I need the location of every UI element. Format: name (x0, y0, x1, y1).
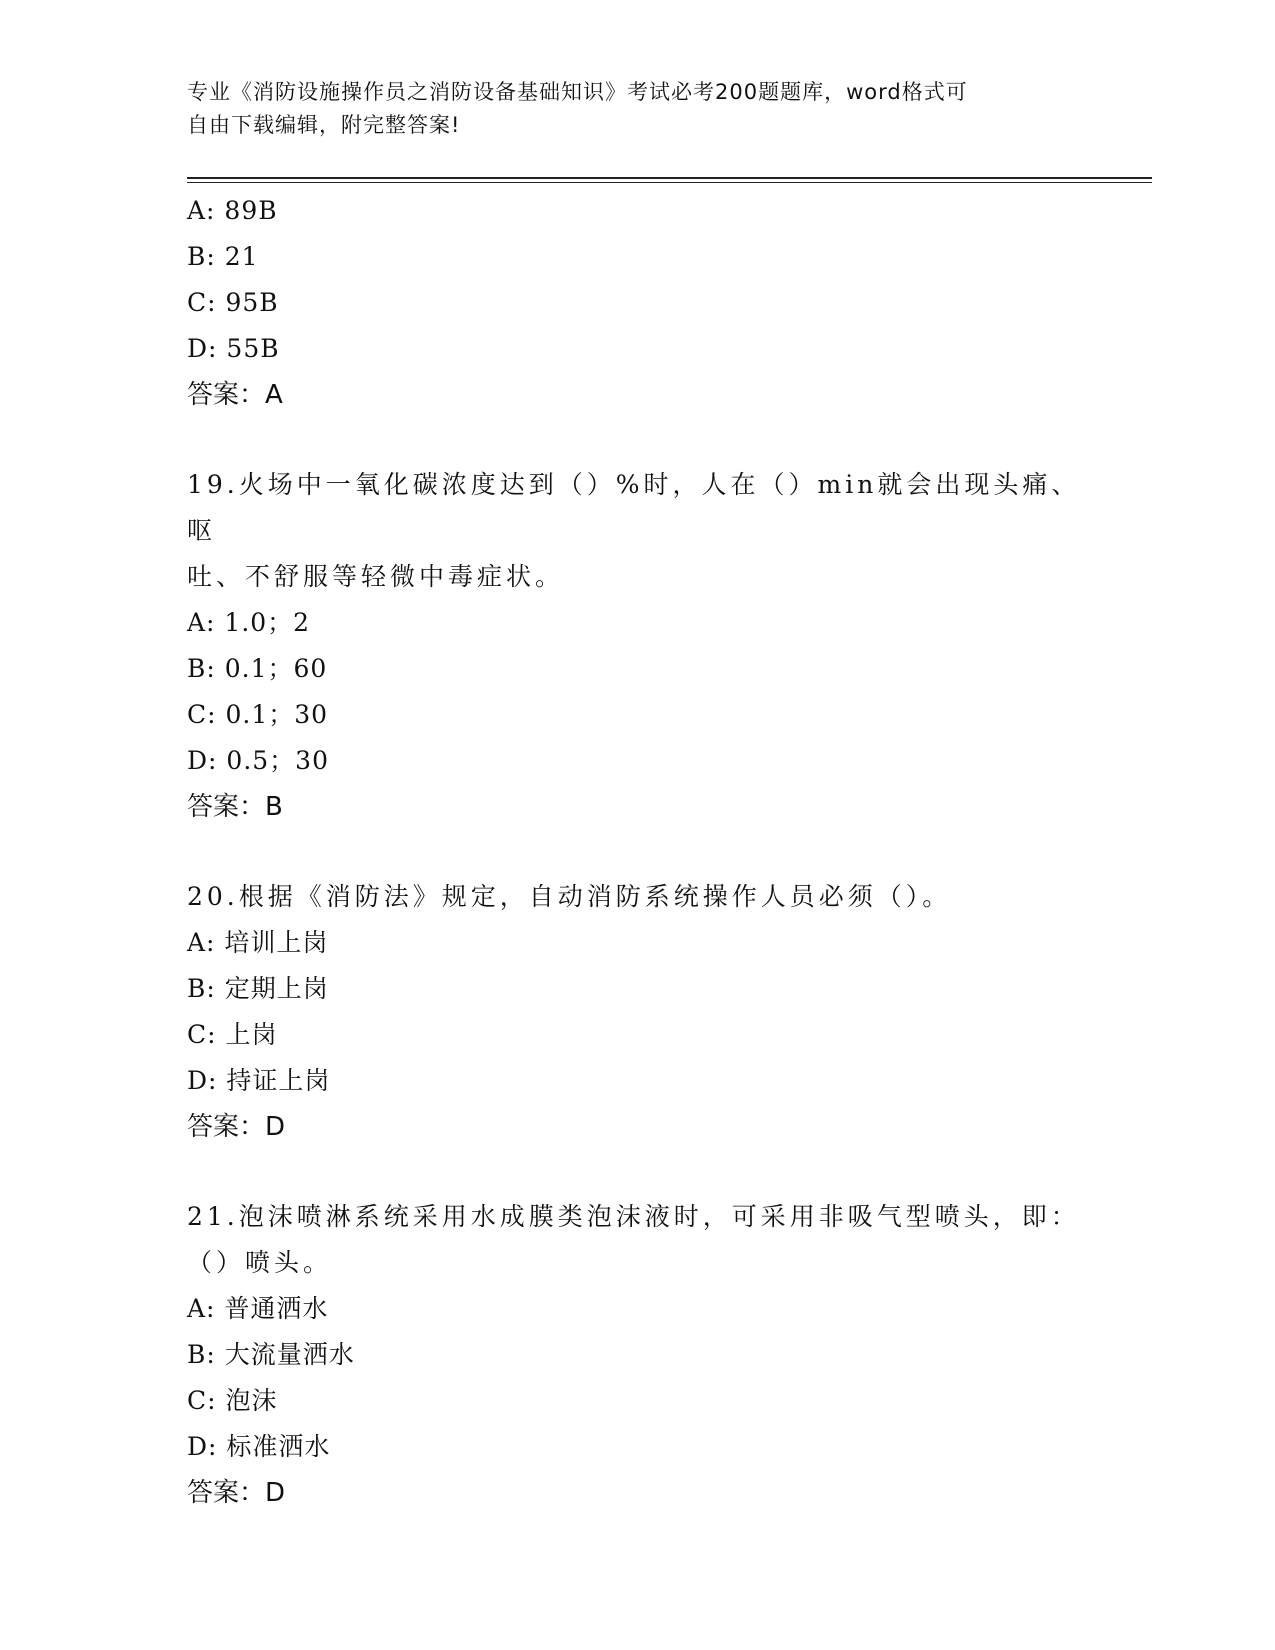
option-b: B: 大流量洒水 (187, 1340, 355, 1369)
header-rule-thin (187, 182, 1152, 183)
answer: 答案：B (187, 792, 283, 822)
question-block-21 (187, 1194, 1087, 1516)
option-b: B: 21 (187, 242, 259, 271)
option-d: D: 55B (187, 334, 280, 363)
option-d: D: 0.5；30 (187, 746, 329, 775)
question-text: （）喷头。 (187, 1248, 333, 1277)
option-a: A: 1.0；2 (187, 608, 311, 637)
question-text: 吐、不舒服等轻微中毒症状。 (187, 562, 565, 591)
option-c: C: 上岗 (187, 1020, 278, 1049)
question-block-20 (187, 874, 1087, 1150)
answer: 答案：D (187, 1478, 286, 1508)
option-b: B: 0.1；60 (187, 654, 328, 683)
option-d: D: 标准洒水 (187, 1432, 331, 1461)
question-text: 19.火场中一氧化碳浓度达到（）%时，人在（）min就会出现头痛、呕 (187, 470, 1081, 545)
option-a: A: 普通洒水 (187, 1294, 329, 1323)
option-c: C: 泡沫 (187, 1386, 278, 1415)
question-block-prev (187, 188, 1087, 418)
answer: 答案：A (187, 380, 283, 410)
option-a: A: 培训上岗 (187, 928, 329, 957)
header-line-2: 自由下载编辑，附完整答案! (187, 113, 461, 137)
header-rule-thick (187, 177, 1152, 179)
question-block-19 (187, 462, 1087, 830)
answer: 答案：D (187, 1112, 286, 1142)
option-a: A: 89B (187, 196, 278, 225)
option-c: C: 95B (187, 288, 279, 317)
option-c: C: 0.1；30 (187, 700, 329, 729)
header-line-1: 专业《消防设施操作员之消防设备基础知识》考试必考200题题库，word格式可 (187, 80, 968, 104)
option-d: D: 持证上岗 (187, 1066, 331, 1095)
question-text: 21.泡沫喷淋系统采用水成膜类泡沫液时，可采用非吸气型喷头，即： (187, 1202, 1080, 1231)
document-header (187, 76, 1067, 142)
question-text: 20.根据《消防法》规定，自动消防系统操作人员必须（）。 (187, 882, 952, 911)
option-b: B: 定期上岗 (187, 974, 329, 1003)
question-list (187, 188, 1087, 1516)
